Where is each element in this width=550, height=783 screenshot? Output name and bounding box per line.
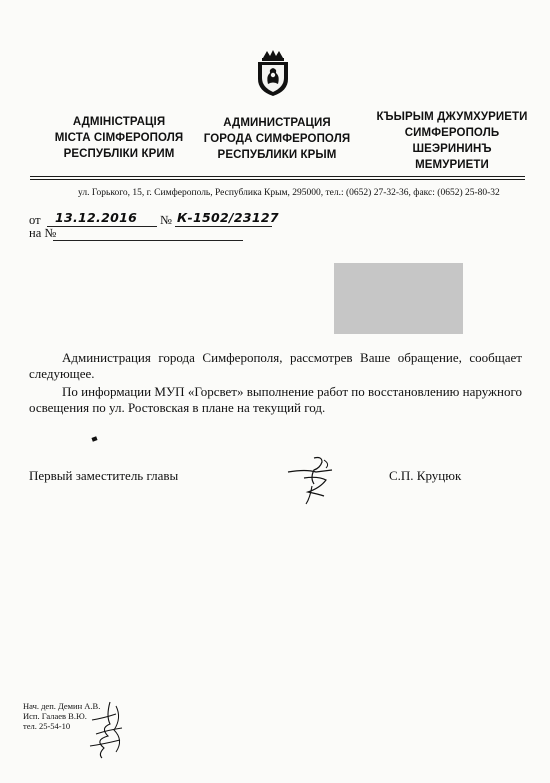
header-left-line: АДМІНІСТРАЦІЯ [72, 116, 166, 128]
body-paragraph-1: Администрация города Симферополя, рассмотрев Ваше обращение, сообщает следующее. [29, 350, 522, 381]
letterhead-rule-top [30, 176, 525, 177]
header-center-line: ГОРОДА СИМФЕРОПОЛЯ [203, 133, 351, 145]
header-right-line: КЪЫРЫМ ДЖУМХУРИЕТИ [376, 111, 528, 123]
date-value: 13.12.2016 [55, 210, 138, 225]
date-label: от [29, 213, 41, 227]
letterhead-rule-bottom [30, 179, 525, 180]
header-right-line: МЕМУРИЕТИ [415, 159, 489, 171]
signatory-name: С.П. Круцюк [389, 468, 462, 483]
footer-line: Нач. деп. Демин А.В. [23, 701, 101, 711]
header-left-line: МІСТА СІМФЕРОПОЛЯ [54, 132, 184, 144]
coat-of-arms-emblem [255, 48, 291, 98]
header-ukrainian [30, 114, 208, 162]
header-right-line: ШЕЭРИНИНЪ [412, 143, 492, 155]
footer-signature-scribble [86, 700, 134, 760]
address-line: ул. Горького, 15, г. Симферополь, Республика Крым, 295000, тел.: (0652) 27-32-36, факс: (0652) 25-80-32 [78, 188, 500, 198]
redacted-recipient-block [334, 263, 463, 334]
date-field [47, 210, 157, 227]
header-crimean-tatar [362, 109, 542, 173]
body-paragraph-2: По информации МУП «Горсвет» выполнение работ по восстановлению наружного освещения по ул. Ростовская в плане на текущий год. [29, 384, 522, 415]
number-label: № [160, 213, 172, 227]
handwritten-signature [284, 452, 344, 508]
number-value: К-1502/23127 [177, 210, 279, 225]
ink-mark [91, 436, 97, 441]
header-left-line: РЕСПУБЛІКИ КРИМ [63, 148, 175, 160]
signatory-position: Первый заместитель главы [29, 468, 179, 483]
footer-line: тел. 25-54-10 [23, 721, 71, 731]
header-center-line: РЕСПУБЛИКИ КРЫМ [217, 149, 337, 161]
number-field [175, 210, 279, 227]
ref-field [53, 226, 243, 241]
footer-line: Исп. Галаев В.Ю. [23, 711, 87, 721]
ref-row [29, 226, 244, 242]
header-russian [192, 115, 362, 163]
ref-label: на № [29, 226, 57, 240]
header-right-line: СИМФЕРОПОЛЬ [404, 127, 500, 139]
header-center-line: АДМИНИСТРАЦИЯ [223, 117, 331, 129]
